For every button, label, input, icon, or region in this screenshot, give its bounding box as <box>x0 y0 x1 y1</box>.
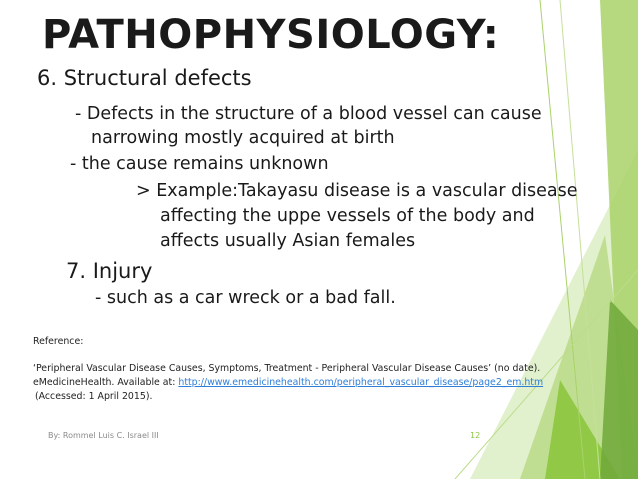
slide-title: PATHOPHYSIOLOGY: <box>42 12 500 58</box>
bullet-line: affects usually Asian females <box>160 231 416 251</box>
reference-line <box>33 377 543 388</box>
footer-author: By: Rommel Luis C. Israel III <box>48 431 159 440</box>
bullet-line: narrowing mostly acquired at birth <box>91 128 395 148</box>
reference-prefix: eMedicineHealth. Available at: <box>33 377 179 388</box>
reference-line: (Accessed: 1 April 2015). <box>35 391 153 402</box>
bullet-line: > Example:Takayasu disease is a vascular disease <box>136 181 578 201</box>
page-number: 12 <box>470 431 481 440</box>
reference-heading: Reference: <box>33 336 84 347</box>
reference-line: ‘Peripheral Vascular Disease Causes, Symptoms, Treatment - Peripheral Vascular Disease Causes’ (no date). <box>33 363 541 374</box>
bullet-line: - Defects in the structure of a blood vessel can cause <box>75 104 542 124</box>
section-heading-structural-defects: 6. Structural defects <box>37 66 252 90</box>
section-heading-injury: 7. Injury <box>66 259 153 283</box>
reference-link[interactable]: http://www.emedicinehealth.com/peripheral_vascular_disease/page2_em.htm <box>178 377 544 388</box>
bullet-line: - such as a car wreck or a bad fall. <box>95 288 396 308</box>
bullet-line: affecting the uppe vessels of the body and <box>160 206 535 226</box>
bullet-line: - the cause remains unknown <box>70 154 329 174</box>
